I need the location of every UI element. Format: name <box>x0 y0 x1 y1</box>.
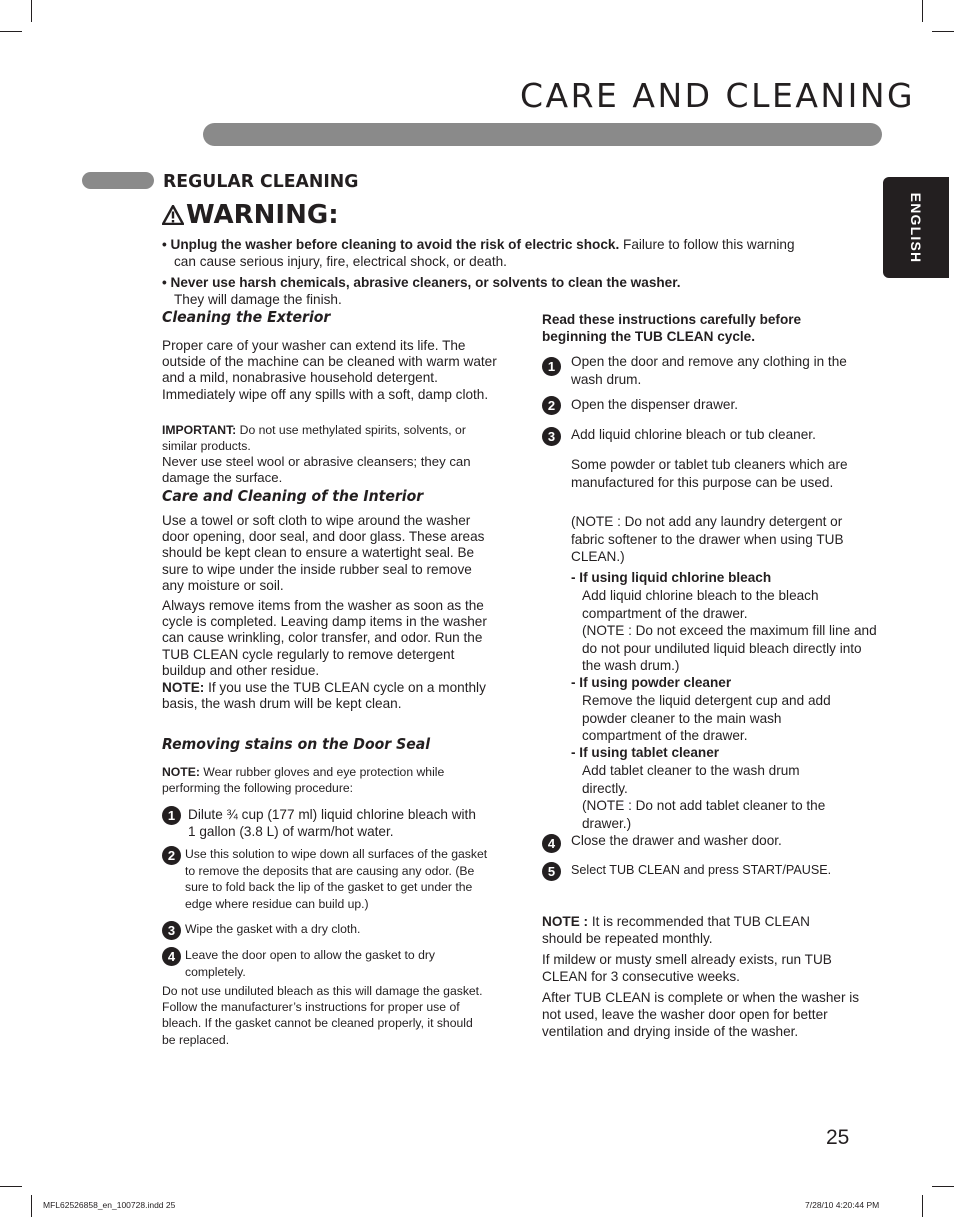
interior-note <box>162 680 497 712</box>
step-number: 3 <box>542 427 561 446</box>
tub-clean-after: After TUB CLEAN is complete or when the washer is not used, leave the washer door open for better ventilation and drying inside of the washer. <box>542 990 860 1039</box>
warning-item-bold: • Unplug the washer before cleaning to avoid the risk of electric shock. <box>162 237 620 252</box>
important-text: Do not use methylated spirits, solvents, or similar products. <box>162 423 466 454</box>
warning-item <box>162 274 862 308</box>
step-number: 4 <box>162 947 181 966</box>
tub-clean-note <box>542 913 852 947</box>
warning-item-text: Failure to follow this warning <box>619 237 795 252</box>
important-label: IMPORTANT: <box>162 423 237 437</box>
tablet-note: (NOTE : Do not add tablet cleaner to the drawer.) <box>582 798 826 831</box>
interior-para1: Use a towel or soft cloth to wipe around the washer door opening, door seal, and door glass. These areas should be kept clean to ensure a watertight seal. Be sure to wipe under the inside rubber seal to remove any moisture or soil. <box>162 513 485 593</box>
warning-item-bold: • Never use harsh chemicals, abrasive cleaners, or solvents to clean the washer. <box>162 275 681 290</box>
step-number: 5 <box>542 862 561 881</box>
step-number: 4 <box>542 834 561 853</box>
tub-clean-step <box>542 862 872 881</box>
step-text: Leave the door open to allow the gasket to dry completely. <box>185 948 436 979</box>
exterior-para: Proper care of your washer can extend its life. The outside of the machine can be cleaned with warm water and a mild, nonabrasive household detergent. Immediately wipe off any spills with a soft, damp cloth. <box>162 338 497 402</box>
powder-label: - If using powder cleaner <box>571 675 732 690</box>
door-seal-step <box>162 947 497 980</box>
door-seal-caution: Do not use undiluted bleach as this will damage the gasket. Follow the manufacturer’s instructions for proper use of bleach. If the gasket cannot be cleaned properly, it should be replaced. <box>162 984 483 1047</box>
section-pill <box>82 172 154 189</box>
powder-text: Remove the liquid detergent cup and add powder cleaner to the main wash compartment of the drawer. <box>582 693 831 743</box>
tub-clean-step <box>542 832 872 853</box>
page-number: 25 <box>826 1126 850 1149</box>
footer-timestamp: 7/28/10 4:20:44 PM <box>805 1200 880 1210</box>
tub-clean-step <box>542 396 872 415</box>
interior-note-text: If you use the TUB CLEAN cycle on a monthly basis, the wash drum will be kept clean. <box>162 680 486 712</box>
section-title: REGULAR CLEANING <box>163 171 359 192</box>
footer-file: MFL62526858_en_100728.indd 25 <box>43 1200 176 1210</box>
step-text: Select TUB CLEAN and press START/PAUSE. <box>571 863 832 877</box>
tub-clean-mildew: If mildew or musty smell already exists, run TUB CLEAN for 3 consecutive weeks. <box>542 952 832 984</box>
crop-mark <box>0 31 22 32</box>
step-text: Wipe the gasket with a dry cloth. <box>185 922 361 936</box>
door-seal-note-text: Wear rubber gloves and eye protection while performing the following procedure: <box>162 765 445 796</box>
tub-clean-step <box>542 426 872 446</box>
crop-mark <box>922 1195 923 1217</box>
step-number: 1 <box>162 806 181 825</box>
step-number: 2 <box>542 396 561 415</box>
title-bar <box>203 123 882 146</box>
door-seal-step <box>162 806 497 840</box>
warning-heading <box>162 200 339 230</box>
step-text: Add liquid chlorine bleach or tub cleaner. <box>571 427 816 442</box>
door-seal-note-label: NOTE: <box>162 765 200 779</box>
warning-item-cont: can cause serious injury, fire, electrical shock, or death. <box>174 254 507 269</box>
liquid-note: (NOTE : Do not exceed the maximum fill line and do not pour undiluted liquid bleach directly into the wash drum.) <box>582 623 877 673</box>
tub-clean-note-label: NOTE : <box>542 914 589 929</box>
door-seal-note <box>162 764 497 796</box>
step-number: 2 <box>162 846 181 865</box>
liquid-label: - If using liquid chlorine bleach <box>571 570 772 585</box>
tablet-text: Add tablet cleaner to the wash drum directly. <box>582 763 800 796</box>
crop-mark <box>932 31 954 32</box>
crop-mark <box>922 0 923 22</box>
exterior-para2: Never use steel wool or abrasive cleansers; they can damage the surface. <box>162 454 471 486</box>
crop-mark <box>0 1186 22 1187</box>
tub-clean-step <box>542 353 872 388</box>
step-text: Open the door and remove any clothing in the wash drum. <box>571 354 847 387</box>
step-number: 1 <box>542 357 561 376</box>
subheading-interior: Care and Cleaning of the Interior <box>162 488 424 505</box>
door-seal-step <box>162 846 497 912</box>
warning-title: WARNING: <box>186 200 339 230</box>
step-text: Dilute ¾ cup (177 ml) liquid chlorine bleach with 1 gallon (3.8 L) of warm/hot water. <box>188 807 476 839</box>
step-text: Close the drawer and washer door. <box>571 833 782 848</box>
subheading-exterior: Cleaning the Exterior <box>162 309 331 326</box>
exterior-important <box>162 422 497 454</box>
warning-item <box>162 236 862 270</box>
interior-para2: Always remove items from the washer as soon as the cycle is completed. Leaving damp items in the washer can cause wrinkling, color transfer, and odor. Run the TUB CLEAN cycle regularly to remove detergent buildup and other residue. <box>162 598 487 678</box>
crop-mark <box>31 1195 32 1217</box>
language-tab <box>883 177 949 278</box>
language-tab-label: ENGLISH <box>908 192 924 263</box>
crop-mark <box>31 0 32 22</box>
tablet-label: - If using tablet cleaner <box>571 745 720 760</box>
door-seal-step <box>162 921 497 940</box>
step3-note: (NOTE : Do not add any laundry detergent or fabric softener to the drawer when using TUB CLEAN.) <box>571 514 844 564</box>
tub-clean-note-text: It is recommended that TUB CLEAN should be repeated monthly. <box>542 914 810 946</box>
tub-clean-intro: Read these instructions carefully before beginning the TUB CLEAN cycle. <box>542 312 802 344</box>
warning-item-cont: They will damage the finish. <box>174 292 342 307</box>
page-title: CARE AND CLEANING <box>520 76 916 115</box>
warning-icon <box>162 205 184 225</box>
interior-note-label: NOTE: <box>162 680 205 695</box>
step-text: Use this solution to wipe down all surfaces of the gasket to remove the deposits that are causing any odor. (Be sure to fold back the lip of the gasket to get under the edge where residue can build up.) <box>185 847 488 911</box>
crop-mark <box>932 1186 954 1187</box>
step-text: Open the dispenser drawer. <box>571 397 739 412</box>
liquid-text: Add liquid chlorine bleach to the bleach compartment of the drawer. <box>582 588 819 621</box>
subheading-door-seal: Removing stains on the Door Seal <box>162 736 431 753</box>
step-number: 3 <box>162 921 181 940</box>
step3-detail: Some powder or tablet tub cleaners which are manufactured for this purpose can be used. <box>571 457 848 490</box>
